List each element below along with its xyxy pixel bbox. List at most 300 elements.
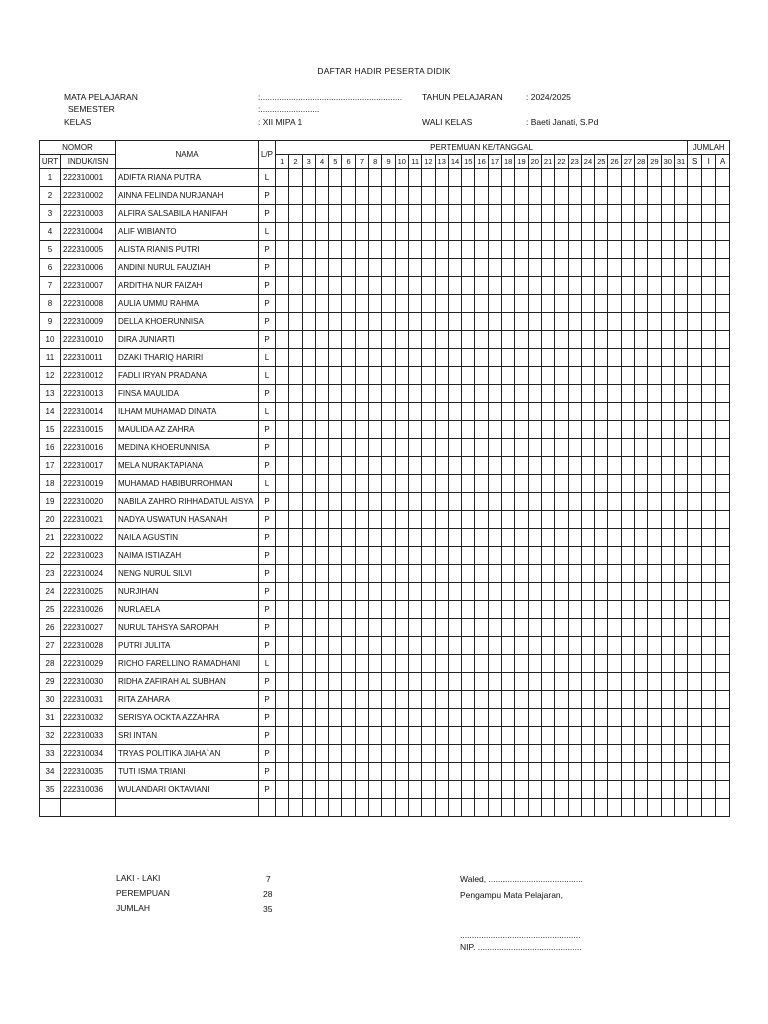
attendance-cell xyxy=(408,547,421,565)
attendance-cell xyxy=(408,169,421,187)
attendance-cell xyxy=(688,169,702,187)
attendance-cell xyxy=(674,781,687,799)
attendance-cell xyxy=(369,295,382,313)
attendance-cell xyxy=(541,673,554,691)
attendance-cell xyxy=(276,493,289,511)
attendance-cell xyxy=(276,349,289,367)
attendance-cell xyxy=(448,583,461,601)
attendance-cell xyxy=(502,565,515,583)
row-lp: P xyxy=(259,637,276,655)
attendance-cell xyxy=(555,583,568,601)
attendance-cell xyxy=(555,187,568,205)
attendance-cell xyxy=(648,709,661,727)
mata-pelajaran-label: MATA PELAJARAN xyxy=(64,92,138,102)
attendance-cell xyxy=(382,277,395,295)
attendance-cell xyxy=(515,169,528,187)
header-day-5: 5 xyxy=(329,155,342,169)
attendance-cell xyxy=(475,223,488,241)
attendance-cell xyxy=(329,169,342,187)
attendance-cell xyxy=(688,745,702,763)
attendance-cell xyxy=(581,331,594,349)
attendance-cell xyxy=(674,313,687,331)
attendance-cell xyxy=(462,295,475,313)
attendance-cell xyxy=(329,331,342,349)
header-day-31: 31 xyxy=(674,155,687,169)
table-row xyxy=(40,511,730,529)
row-nama: ALISTA RIANIS PUTRI xyxy=(116,241,259,259)
row-induk: 222310022 xyxy=(61,529,116,547)
attendance-cell xyxy=(408,187,421,205)
attendance-cell xyxy=(541,475,554,493)
attendance-cell xyxy=(716,331,730,349)
attendance-cell xyxy=(342,511,355,529)
attendance-cell xyxy=(541,655,554,673)
attendance-cell xyxy=(422,385,435,403)
attendance-cell xyxy=(716,529,730,547)
attendance-cell xyxy=(674,799,687,817)
attendance-cell xyxy=(408,493,421,511)
attendance-cell xyxy=(541,295,554,313)
row-nama: NADYA USWATUN HASANAH xyxy=(116,511,259,529)
attendance-cell xyxy=(342,349,355,367)
row-induk: 222310001 xyxy=(61,169,116,187)
attendance-cell xyxy=(342,583,355,601)
attendance-cell xyxy=(382,187,395,205)
attendance-cell xyxy=(702,169,716,187)
attendance-cell xyxy=(528,205,541,223)
attendance-cell xyxy=(661,745,674,763)
attendance-cell xyxy=(581,223,594,241)
attendance-cell xyxy=(688,727,702,745)
row-nama: NURJIHAN xyxy=(116,583,259,601)
attendance-cell xyxy=(528,385,541,403)
attendance-cell xyxy=(342,673,355,691)
attendance-cell xyxy=(289,745,302,763)
attendance-cell xyxy=(488,421,501,439)
row-lp: P xyxy=(259,745,276,763)
attendance-cell xyxy=(661,583,674,601)
attendance-cell xyxy=(661,439,674,457)
attendance-cell xyxy=(462,799,475,817)
row-lp: P xyxy=(259,691,276,709)
attendance-cell xyxy=(568,241,581,259)
attendance-cell xyxy=(289,223,302,241)
attendance-cell xyxy=(276,403,289,421)
attendance-cell xyxy=(716,295,730,313)
attendance-cell xyxy=(515,799,528,817)
attendance-cell xyxy=(515,457,528,475)
attendance-cell xyxy=(276,655,289,673)
header-day-25: 25 xyxy=(595,155,608,169)
attendance-cell xyxy=(382,439,395,457)
attendance-cell xyxy=(648,439,661,457)
attendance-cell xyxy=(329,763,342,781)
attendance-cell xyxy=(528,493,541,511)
row-nama: DIRA JUNIARTI xyxy=(116,331,259,349)
table-row xyxy=(40,637,730,655)
attendance-cell xyxy=(595,637,608,655)
row-nama: FADLI IRYAN PRADANA xyxy=(116,367,259,385)
header-urt: URT xyxy=(40,155,61,169)
attendance-cell xyxy=(315,727,328,745)
attendance-cell xyxy=(581,547,594,565)
attendance-cell xyxy=(488,457,501,475)
attendance-cell xyxy=(382,403,395,421)
header-day-13: 13 xyxy=(435,155,448,169)
attendance-cell xyxy=(674,277,687,295)
attendance-cell xyxy=(595,565,608,583)
attendance-cell xyxy=(621,511,634,529)
attendance-cell xyxy=(528,673,541,691)
attendance-cell xyxy=(674,673,687,691)
attendance-cell xyxy=(355,511,368,529)
attendance-cell xyxy=(369,475,382,493)
attendance-cell xyxy=(422,493,435,511)
attendance-cell xyxy=(595,385,608,403)
attendance-cell xyxy=(621,619,634,637)
attendance-cell xyxy=(355,745,368,763)
attendance-cell xyxy=(515,619,528,637)
attendance-cell xyxy=(329,385,342,403)
attendance-cell xyxy=(369,763,382,781)
attendance-cell xyxy=(528,745,541,763)
attendance-cell xyxy=(635,259,648,277)
attendance-cell xyxy=(408,799,421,817)
table-row xyxy=(40,673,730,691)
row-urt: 26 xyxy=(40,619,61,637)
row-lp: L xyxy=(259,367,276,385)
attendance-cell xyxy=(635,403,648,421)
attendance-cell xyxy=(702,223,716,241)
attendance-cell xyxy=(435,295,448,313)
attendance-cell xyxy=(515,655,528,673)
attendance-cell xyxy=(702,709,716,727)
attendance-cell xyxy=(568,673,581,691)
attendance-cell xyxy=(661,673,674,691)
attendance-cell xyxy=(568,421,581,439)
attendance-cell xyxy=(448,709,461,727)
attendance-cell xyxy=(408,457,421,475)
attendance-cell xyxy=(276,709,289,727)
attendance-cell xyxy=(595,763,608,781)
attendance-cell xyxy=(515,745,528,763)
attendance-cell xyxy=(475,385,488,403)
attendance-cell xyxy=(541,403,554,421)
attendance-cell xyxy=(621,565,634,583)
attendance-cell xyxy=(595,691,608,709)
attendance-cell xyxy=(342,781,355,799)
attendance-cell xyxy=(422,331,435,349)
attendance-cell xyxy=(635,673,648,691)
attendance-cell xyxy=(422,403,435,421)
attendance-cell xyxy=(488,223,501,241)
attendance-cell xyxy=(674,709,687,727)
attendance-cell xyxy=(661,511,674,529)
attendance-cell xyxy=(635,331,648,349)
attendance-cell xyxy=(289,727,302,745)
attendance-cell xyxy=(621,223,634,241)
attendance-cell xyxy=(435,529,448,547)
row-lp: P xyxy=(259,511,276,529)
row-induk: 222310025 xyxy=(61,583,116,601)
attendance-cell xyxy=(276,781,289,799)
attendance-cell xyxy=(568,727,581,745)
attendance-cell xyxy=(329,799,342,817)
attendance-cell xyxy=(688,511,702,529)
attendance-cell xyxy=(448,637,461,655)
attendance-cell xyxy=(408,331,421,349)
row-nama: ANDINI NURUL FAUZIAH xyxy=(116,259,259,277)
attendance-cell xyxy=(621,385,634,403)
attendance-cell xyxy=(289,295,302,313)
attendance-cell xyxy=(408,619,421,637)
attendance-cell xyxy=(422,727,435,745)
header-nama: NAMA xyxy=(116,141,259,169)
attendance-cell xyxy=(608,637,621,655)
attendance-cell xyxy=(462,529,475,547)
attendance-cell xyxy=(395,727,408,745)
row-nama: NURLAELA xyxy=(116,601,259,619)
attendance-cell xyxy=(369,205,382,223)
attendance-cell xyxy=(315,529,328,547)
row-urt: 33 xyxy=(40,745,61,763)
attendance-cell xyxy=(702,745,716,763)
attendance-cell xyxy=(315,421,328,439)
attendance-cell xyxy=(661,475,674,493)
attendance-cell xyxy=(674,763,687,781)
row-induk: 222310008 xyxy=(61,295,116,313)
row-urt: 24 xyxy=(40,583,61,601)
attendance-cell xyxy=(289,169,302,187)
attendance-cell xyxy=(342,367,355,385)
row-urt: 12 xyxy=(40,367,61,385)
attendance-cell xyxy=(448,313,461,331)
attendance-cell xyxy=(528,565,541,583)
attendance-cell xyxy=(661,331,674,349)
attendance-cell xyxy=(369,439,382,457)
attendance-cell xyxy=(422,583,435,601)
attendance-cell xyxy=(621,547,634,565)
attendance-cell xyxy=(435,763,448,781)
attendance-cell xyxy=(502,619,515,637)
attendance-cell xyxy=(435,421,448,439)
table-row xyxy=(40,385,730,403)
header-day-1: 1 xyxy=(276,155,289,169)
attendance-cell xyxy=(502,439,515,457)
attendance-cell xyxy=(462,331,475,349)
attendance-cell xyxy=(502,259,515,277)
attendance-cell xyxy=(395,475,408,493)
attendance-cell xyxy=(369,691,382,709)
attendance-cell xyxy=(528,439,541,457)
attendance-cell xyxy=(635,781,648,799)
attendance-cell xyxy=(276,187,289,205)
table-row xyxy=(40,799,730,817)
attendance-cell xyxy=(382,583,395,601)
attendance-cell xyxy=(555,655,568,673)
attendance-cell xyxy=(342,745,355,763)
attendance-cell xyxy=(382,331,395,349)
attendance-cell xyxy=(395,403,408,421)
attendance-cell xyxy=(302,691,315,709)
attendance-cell xyxy=(408,565,421,583)
attendance-cell xyxy=(528,349,541,367)
attendance-cell xyxy=(502,205,515,223)
header-jumlah-i: I xyxy=(702,155,716,169)
attendance-cell xyxy=(435,637,448,655)
attendance-cell xyxy=(515,727,528,745)
row-nama: MEDINA KHOERUNNISA xyxy=(116,439,259,457)
header-day-29: 29 xyxy=(648,155,661,169)
attendance-cell xyxy=(342,277,355,295)
header-day-23: 23 xyxy=(568,155,581,169)
attendance-cell xyxy=(329,403,342,421)
row-nama: TUTI ISMA TRIANI xyxy=(116,763,259,781)
attendance-cell xyxy=(502,511,515,529)
attendance-cell xyxy=(674,295,687,313)
attendance-cell xyxy=(448,547,461,565)
attendance-cell xyxy=(568,277,581,295)
row-nama: AINNA FELINDA NURJANAH xyxy=(116,187,259,205)
attendance-cell xyxy=(289,673,302,691)
attendance-cell xyxy=(688,637,702,655)
attendance-cell xyxy=(595,511,608,529)
attendance-cell xyxy=(435,259,448,277)
attendance-cell xyxy=(555,799,568,817)
attendance-cell xyxy=(635,511,648,529)
attendance-cell xyxy=(435,799,448,817)
attendance-cell xyxy=(541,709,554,727)
attendance-cell xyxy=(702,259,716,277)
attendance-cell xyxy=(408,763,421,781)
attendance-cell xyxy=(568,547,581,565)
attendance-cell xyxy=(568,259,581,277)
attendance-cell xyxy=(369,727,382,745)
attendance-cell xyxy=(635,187,648,205)
attendance-cell xyxy=(315,349,328,367)
attendance-cell xyxy=(502,403,515,421)
attendance-cell xyxy=(369,313,382,331)
row-induk: 222310024 xyxy=(61,565,116,583)
attendance-cell xyxy=(568,457,581,475)
header-nomor: NOMOR xyxy=(40,141,116,155)
attendance-cell xyxy=(475,349,488,367)
row-induk: 222310028 xyxy=(61,637,116,655)
attendance-cell xyxy=(329,187,342,205)
attendance-cell xyxy=(541,799,554,817)
attendance-cell xyxy=(395,511,408,529)
attendance-cell xyxy=(329,223,342,241)
attendance-cell xyxy=(422,781,435,799)
attendance-cell xyxy=(329,709,342,727)
attendance-cell xyxy=(488,205,501,223)
attendance-cell xyxy=(608,493,621,511)
attendance-cell xyxy=(355,295,368,313)
attendance-cell xyxy=(315,205,328,223)
attendance-cell xyxy=(289,781,302,799)
attendance-cell xyxy=(435,277,448,295)
attendance-cell xyxy=(515,511,528,529)
attendance-cell xyxy=(595,223,608,241)
attendance-cell xyxy=(555,349,568,367)
attendance-cell xyxy=(448,403,461,421)
attendance-cell xyxy=(595,331,608,349)
attendance-cell xyxy=(342,169,355,187)
row-lp: P xyxy=(259,547,276,565)
row-lp: P xyxy=(259,439,276,457)
attendance-cell xyxy=(422,169,435,187)
attendance-cell xyxy=(302,421,315,439)
attendance-cell xyxy=(515,313,528,331)
row-nama: PUTRI JULITA xyxy=(116,637,259,655)
row-urt: 10 xyxy=(40,331,61,349)
row-urt: 17 xyxy=(40,457,61,475)
attendance-cell xyxy=(702,205,716,223)
attendance-cell xyxy=(515,205,528,223)
attendance-cell xyxy=(435,331,448,349)
attendance-cell xyxy=(448,799,461,817)
attendance-cell xyxy=(289,637,302,655)
attendance-cell xyxy=(674,385,687,403)
attendance-cell xyxy=(528,313,541,331)
attendance-cell xyxy=(661,223,674,241)
attendance-cell xyxy=(276,727,289,745)
attendance-cell xyxy=(515,277,528,295)
attendance-cell xyxy=(448,259,461,277)
attendance-cell xyxy=(528,421,541,439)
attendance-cell xyxy=(555,691,568,709)
attendance-cell xyxy=(702,277,716,295)
attendance-cell xyxy=(448,655,461,673)
attendance-cell xyxy=(289,385,302,403)
attendance-cell xyxy=(462,673,475,691)
attendance-cell xyxy=(475,457,488,475)
attendance-cell xyxy=(435,349,448,367)
attendance-cell xyxy=(488,601,501,619)
attendance-cell xyxy=(369,421,382,439)
attendance-cell xyxy=(435,241,448,259)
attendance-cell xyxy=(488,295,501,313)
attendance-cell xyxy=(302,475,315,493)
attendance-cell xyxy=(595,313,608,331)
attendance-cell xyxy=(541,277,554,295)
attendance-cell xyxy=(369,349,382,367)
row-induk: 222310002 xyxy=(61,187,116,205)
header-day-16: 16 xyxy=(475,155,488,169)
attendance-cell xyxy=(315,511,328,529)
attendance-cell xyxy=(621,655,634,673)
attendance-cell xyxy=(648,745,661,763)
row-urt xyxy=(40,799,61,817)
attendance-cell xyxy=(342,727,355,745)
attendance-cell xyxy=(568,781,581,799)
attendance-cell xyxy=(555,709,568,727)
attendance-cell xyxy=(541,421,554,439)
attendance-cell xyxy=(595,781,608,799)
attendance-cell xyxy=(395,169,408,187)
row-urt: 19 xyxy=(40,493,61,511)
attendance-cell xyxy=(568,655,581,673)
attendance-cell xyxy=(621,169,634,187)
attendance-cell xyxy=(555,673,568,691)
attendance-cell xyxy=(716,655,730,673)
attendance-cell xyxy=(702,241,716,259)
attendance-cell xyxy=(515,223,528,241)
attendance-cell xyxy=(329,439,342,457)
attendance-cell xyxy=(289,205,302,223)
attendance-cell xyxy=(541,565,554,583)
attendance-cell xyxy=(329,673,342,691)
